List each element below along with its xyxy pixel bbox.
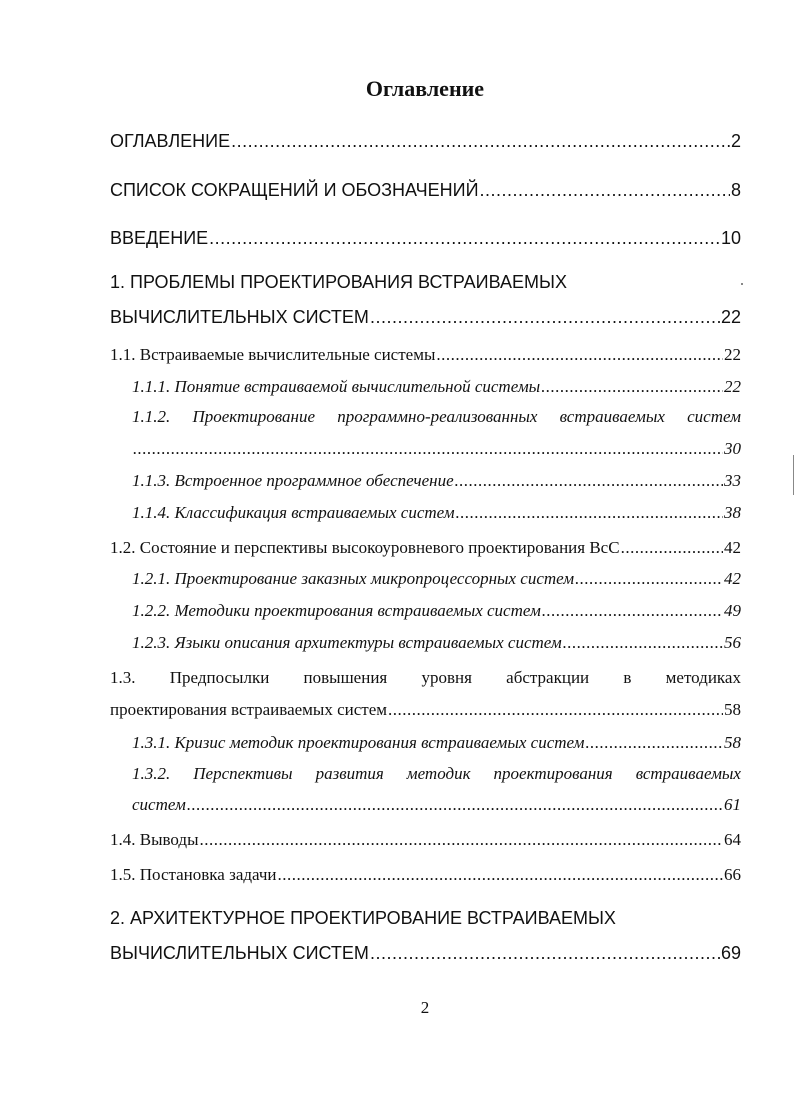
toc-entry-1-3-2-line2[interactable] — [132, 795, 741, 815]
toc-entry-1-2[interactable] — [110, 538, 741, 558]
toc-word: Предпосылки — [169, 668, 270, 687]
toc-label: ВЫЧИСЛИТЕЛЬНЫХ СИСТЕМ — [110, 943, 369, 963]
toc-page: 49 — [724, 601, 741, 620]
leader-dots — [200, 830, 723, 850]
toc-word: абстракции — [506, 668, 590, 687]
toc-chapter2-line1[interactable]: 2. АРХИТЕКТУРНОЕ ПРОЕКТИРОВАНИЕ ВСТРАИВАЕМЫХ — [110, 908, 616, 928]
toc-label: 1.5. Постановка задачи — [110, 865, 277, 884]
toc-word: Проектирование — [192, 407, 316, 426]
toc-page: 69 — [720, 943, 741, 963]
leader-dots — [563, 633, 723, 653]
toc-entry-chapter2[interactable] — [110, 943, 741, 964]
leader-dots — [133, 439, 723, 459]
toc-word: 1.3.2. — [132, 764, 171, 783]
toc-page: 22 — [724, 345, 741, 364]
toc-label: 1.1.1. Понятие встраиваемой вычислительной системы — [132, 377, 541, 396]
toc-entry-1-3-line2[interactable] — [110, 700, 741, 720]
toc-page: 56 — [724, 633, 741, 652]
toc-label: 1.1. Встраиваемые вычислительные системы — [110, 345, 436, 364]
toc-page: 61 — [724, 795, 741, 814]
toc-page: 42 — [724, 538, 741, 557]
toc-entry-chapter1[interactable] — [110, 307, 741, 328]
leader-dots — [621, 538, 723, 558]
toc-entry-1-1[interactable] — [110, 345, 741, 365]
toc-label: проектирования встраиваемых систем — [110, 700, 388, 719]
toc-page: 2 — [730, 131, 741, 151]
toc-page: 58 — [724, 733, 741, 752]
toc-label: 1.2.3. Языки описания архитектуры встраиваемых систем — [132, 633, 562, 652]
toc-entry-1-5[interactable] — [110, 865, 741, 885]
toc-entry-1-1-2-line2[interactable] — [132, 439, 741, 459]
toc-entry-1-1-1[interactable] — [132, 377, 741, 397]
scan-edge-mark — [793, 455, 794, 495]
toc-word: систем — [687, 407, 741, 426]
toc-label: 1.4. Выводы — [110, 830, 199, 849]
toc-label: 1.3.1. Кризис методик проектирования встраиваемых систем — [132, 733, 585, 752]
toc-entry-1-3-1[interactable] — [132, 733, 741, 753]
toc-page: 22 — [720, 307, 741, 327]
toc-word: уровня — [421, 668, 472, 687]
toc-entry-introduction[interactable] — [110, 228, 741, 249]
toc-page: 42 — [724, 569, 741, 588]
toc-label: ОГЛАВЛЕНИЕ — [110, 131, 231, 151]
toc-entry-abbreviations[interactable] — [110, 180, 741, 201]
toc-entry-1-1-4[interactable] — [132, 503, 741, 523]
toc-label: ВВЕДЕНИЕ — [110, 228, 209, 248]
page-title: Оглавление — [365, 76, 485, 101]
toc-page: 58 — [724, 700, 741, 719]
toc-word: встраиваемых — [635, 764, 741, 783]
leader-dots — [370, 307, 720, 328]
toc-label: систем — [132, 795, 186, 814]
toc-entry-contents[interactable] — [110, 131, 741, 152]
toc-entry-1-2-2[interactable] — [132, 601, 741, 621]
page-number: 2 — [420, 998, 430, 1017]
toc-page: 33 — [724, 471, 741, 490]
toc-page: 30 — [724, 439, 741, 458]
toc-entry-1-1-2-line1[interactable] — [132, 407, 741, 427]
toc-page: 10 — [720, 228, 741, 248]
leader-dots — [370, 943, 720, 964]
toc-chapter1-line1[interactable]: 1. ПРОБЛЕМЫ ПРОЕКТИРОВАНИЯ ВСТРАИВАЕМЫХ — [110, 272, 567, 292]
leader-dots — [542, 601, 723, 621]
toc-label: 1.1.4. Классификация встраиваемых систем — [132, 503, 455, 522]
toc-word: повышения — [303, 668, 388, 687]
toc-label: 1.2. Состояние и перспективы высокоуровневого проектирования ВсС — [110, 538, 620, 557]
leader-dots — [231, 131, 730, 152]
leader-dots — [209, 228, 720, 249]
leader-dots — [586, 733, 723, 753]
toc-word: 1.3. — [110, 668, 136, 687]
toc-word: в — [623, 668, 632, 687]
toc-page: 66 — [724, 865, 741, 884]
toc-entry-1-2-1[interactable] — [132, 569, 741, 589]
toc-word: методиках — [665, 668, 741, 687]
toc-word: методик — [406, 764, 471, 783]
toc-page: 8 — [730, 180, 741, 200]
toc-word: развития — [315, 764, 384, 783]
toc-entry-1-2-3[interactable] — [132, 633, 741, 653]
toc-word: программно-реализованных — [337, 407, 538, 426]
scan-speck — [741, 283, 743, 285]
leader-dots — [456, 503, 723, 523]
toc-word: проектирования — [493, 764, 613, 783]
toc-word: Перспективы — [193, 764, 293, 783]
leader-dots — [187, 795, 723, 815]
leader-dots — [388, 700, 723, 720]
toc-label: 1.2.1. Проектирование заказных микропроцессорных систем — [132, 569, 575, 588]
leader-dots — [436, 345, 723, 365]
toc-page: 64 — [724, 830, 741, 849]
toc-entry-1-3-2-line1[interactable] — [132, 764, 741, 784]
toc-page: 38 — [724, 503, 741, 522]
leader-dots — [278, 865, 723, 885]
toc-word: 1.1.2. — [132, 407, 171, 426]
leader-dots — [575, 569, 723, 589]
toc-label: ВЫЧИСЛИТЕЛЬНЫХ СИСТЕМ — [110, 307, 369, 327]
toc-entry-1-3-line1[interactable] — [110, 668, 741, 688]
toc-entry-1-1-3[interactable] — [132, 471, 741, 491]
toc-entry-1-4[interactable] — [110, 830, 741, 850]
toc-label: 1.2.2. Методики проектирования встраиваемых систем — [132, 601, 541, 620]
toc-page: 22 — [724, 377, 741, 396]
toc-label: СПИСОК СОКРАЩЕНИЙ И ОБОЗНАЧЕНИЙ — [110, 180, 479, 200]
toc-word: встраиваемых — [559, 407, 665, 426]
leader-dots — [541, 377, 723, 397]
toc-label: 1.1.3. Встроенное программное обеспечение — [132, 471, 454, 490]
leader-dots — [480, 180, 730, 201]
leader-dots — [455, 471, 723, 491]
